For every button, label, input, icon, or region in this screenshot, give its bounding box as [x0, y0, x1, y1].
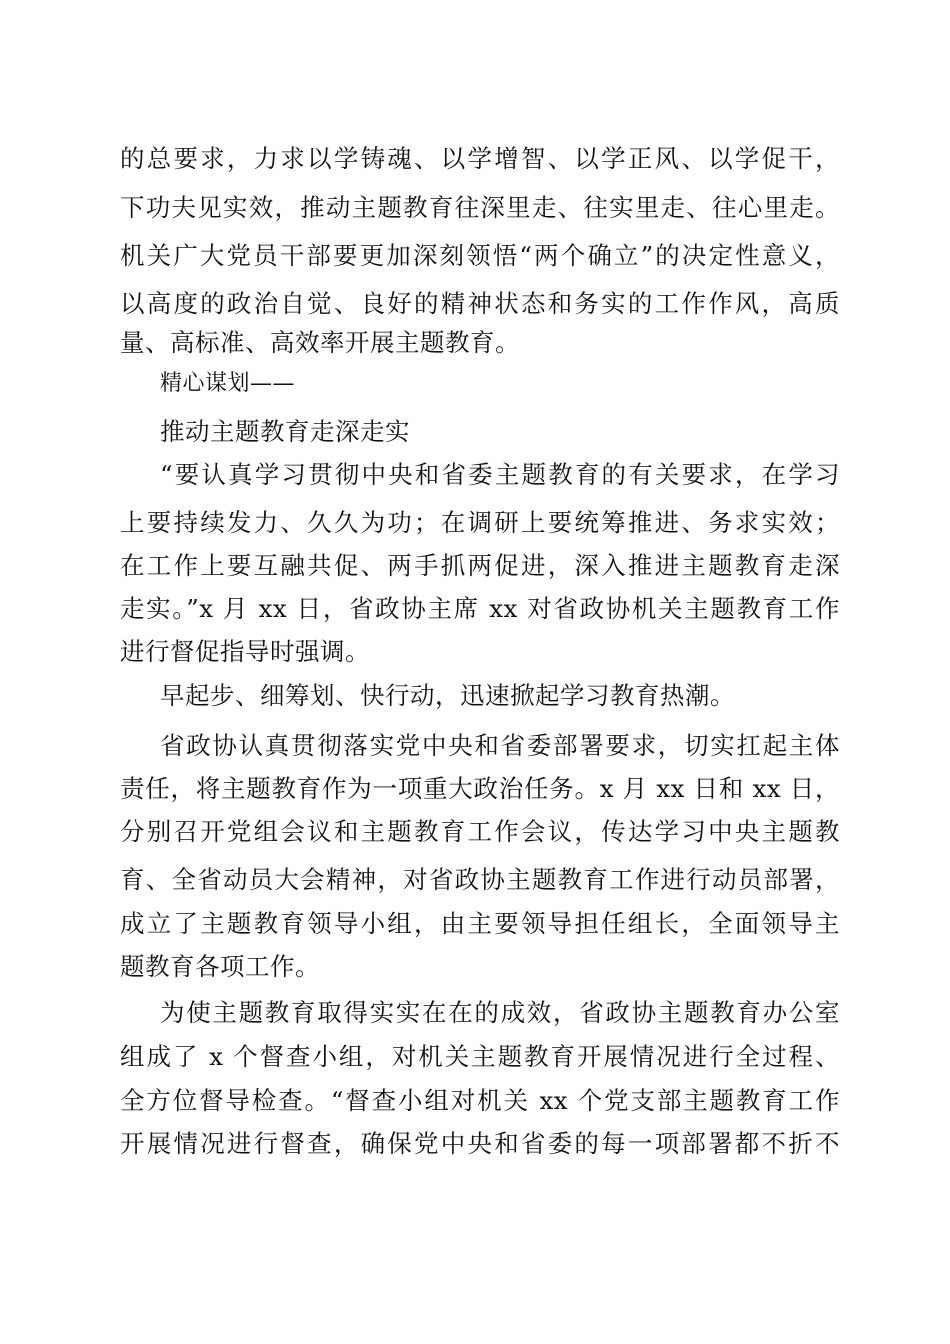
paragraph-4-line-1: 省政协认真贯彻落实党中央和省委部署要求，切实扛起主体: [160, 731, 840, 760]
paragraph-4-line-5: 成立了主题教育领导小组，由主要领导担任组长，全面领导主: [120, 909, 840, 938]
section-heading-line-2: 推动主题教育走深走实: [160, 417, 410, 446]
paragraph-4-line-3: 分别召开党组会议和主题教育工作会议，传达学习中央主题教: [120, 817, 840, 846]
paragraph-1-line-2: 下功夫见实效，推动主题教育往深里走、往实里走、往心里走。: [120, 193, 840, 222]
paragraph-5-line-1: 为使主题教育取得实实在在的成效，省政协主题教育办公室: [160, 998, 840, 1027]
paragraph-4-line-6: 题教育各项工作。: [120, 952, 320, 981]
paragraph-1-line-5: 量、高标准、高效率开展主题教育。: [120, 328, 520, 357]
paragraph-5-line-2: 组成了 x 个督查小组，对机关主题教育开展情况进行全过程、: [120, 1042, 840, 1071]
paragraph-2-line-3: 在工作上要互融共促、两手抓两促进，深入推进主题教育走深: [120, 551, 840, 580]
paragraph-2-line-5: 进行督促指导时强调。: [120, 637, 370, 666]
paragraph-4-line-2: 责任，将主题教育作为一项重大政治任务。x 月 xx 日和 xx 日，: [120, 774, 840, 803]
paragraph-5-line-3: 全方位督导检查。“督查小组对机关 xx 个党支部主题教育工作: [120, 1086, 840, 1115]
paragraph-1-line-4: 以高度的政治自觉、良好的精神状态和务实的工作作风，高质: [120, 289, 840, 318]
paragraph-2-line-2: 上要持续发力、久久为功；在调研上要统筹推进、务求实效；: [120, 508, 840, 537]
paragraph-4-line-4: 育、全省动员大会精神，对省政协主题教育工作进行动员部署，: [120, 865, 840, 894]
paragraph-1-line-3: 机关广大党员干部要更加深刻领悟“两个确立”的决定性意义，: [120, 241, 840, 270]
section-heading-line-1: 精心谋划——: [160, 371, 296, 396]
paragraph-5-line-4: 开展情况进行督查，确保党中央和省委的每一项部署都不折不: [120, 1129, 840, 1158]
paragraph-2-line-1: “要认真学习贯彻中央和省委主题教育的有关要求，在学习: [160, 460, 840, 489]
paragraph-3-line-1: 早起步、细筹划、快行动，迅速掀起学习教育热潮。: [160, 681, 735, 710]
paragraph-2-line-4: 走实。”x 月 xx 日，省政协主席 xx 对省政协机关主题教育工作: [120, 594, 840, 623]
paragraph-1-line-1: 的总要求，力求以学铸魂、以学增智、以学正风、以学促干，: [120, 144, 840, 173]
